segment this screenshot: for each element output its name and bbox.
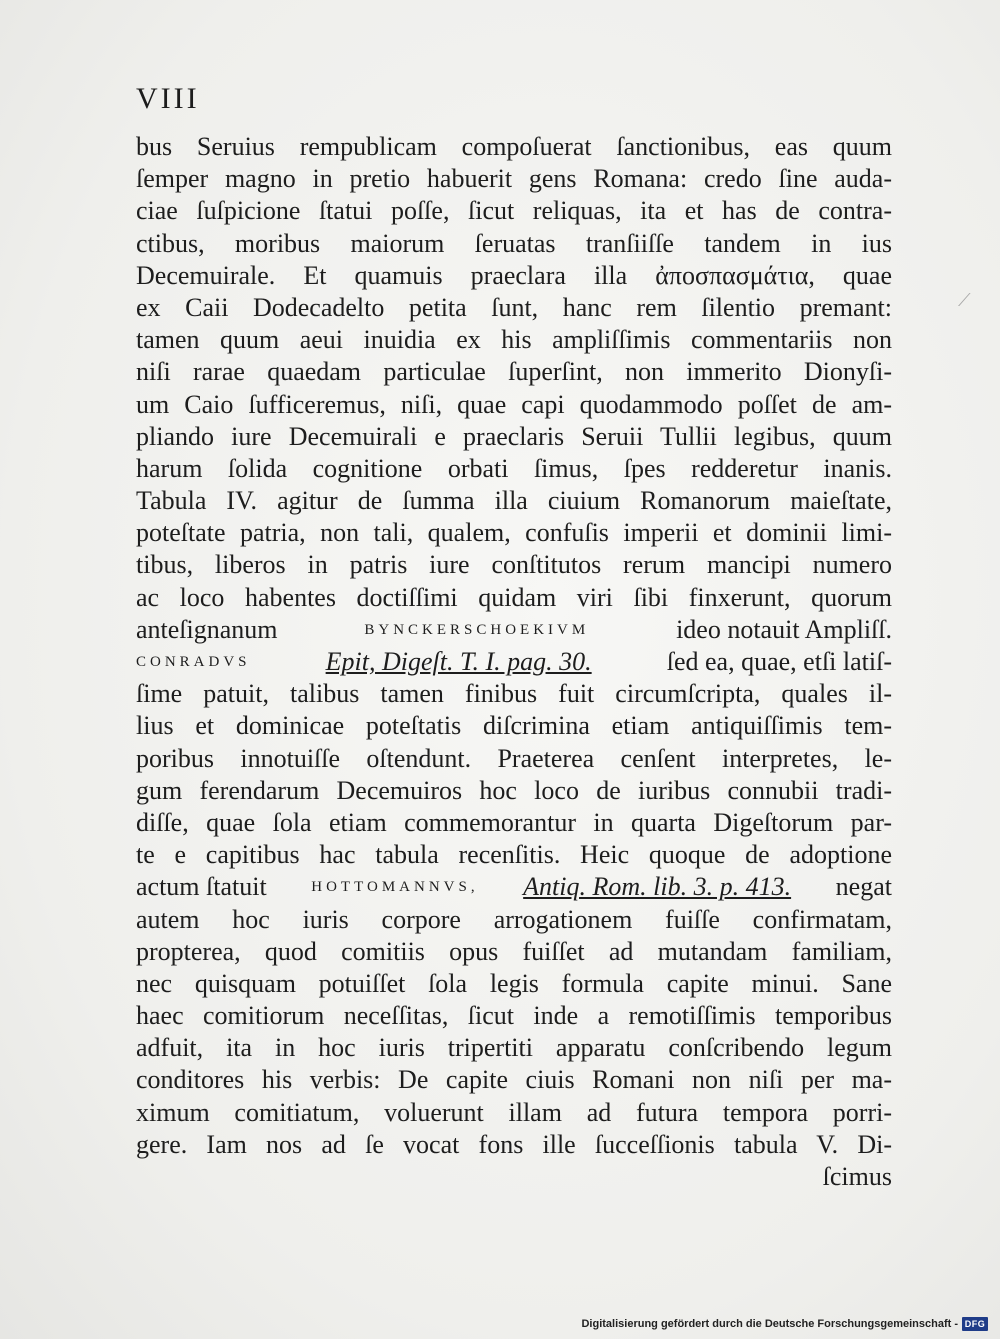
text-segment: HOTTOMANNVS,: [311, 879, 479, 896]
text-line: [136, 228, 892, 260]
text-segment: poteſtate patria, non tali, qualem, confuſis imperii et dominii limi-: [136, 518, 892, 548]
text-segment: tamen quum aeui inuidia ex his ampliſſimis commentariis non: [136, 325, 892, 355]
text-line: [136, 1032, 892, 1064]
text-line: [136, 260, 892, 292]
text-line: [136, 839, 892, 871]
text-line: [136, 453, 892, 485]
text-line: [136, 485, 892, 517]
text-line: [136, 743, 892, 775]
text-line: [136, 807, 892, 839]
text-segment: nec quisquam potuiſſet ſola legis formula capite minui. Sane: [136, 968, 892, 998]
text-line: [136, 131, 892, 163]
margin-mark: ⟋: [958, 290, 971, 311]
text-line: [136, 646, 892, 678]
text-line: [136, 1064, 892, 1096]
text-segment: Decemuirale. Et quamuis praeclara illa ἀποσπασμάτια, quae: [136, 260, 892, 290]
text-segment: ſed ea, quae, etſi latiſ-: [666, 647, 892, 676]
text-segment: ex Caii Dodecadelto petita ſunt, hanc rem ſilentio premant:: [136, 292, 892, 322]
text-segment: conditores his verbis: De capite ciuis Romani non niſi per ma-: [136, 1065, 892, 1095]
text-segment: anteſignanum: [136, 614, 278, 644]
text-segment: harum ſolida cognitione orbati ſimus, ſpes redderetur inanis.: [136, 453, 892, 483]
text-line: [136, 163, 892, 195]
text-segment: autem hoc iuris corpore arrogationem fuiſſe confirmatam,: [136, 904, 892, 934]
text-segment: poribus innotuiſſe oſtendunt. Praeterea cenſent interpretes, le-: [136, 743, 892, 773]
footer-credit: [581, 1317, 988, 1331]
text-line: [136, 775, 892, 807]
text-line: [136, 549, 892, 581]
text-line: [136, 1161, 892, 1193]
text-line: [136, 1097, 892, 1129]
text-segment: negat: [835, 872, 892, 902]
text-line: [136, 871, 892, 903]
text-line: [136, 356, 892, 388]
text-line: [136, 389, 892, 421]
text-segment: adfuit, ita in hoc iuris tripertiti apparatu conſcribendo legum: [136, 1033, 892, 1063]
text-line: [136, 195, 892, 227]
text-segment: ſcimus: [822, 1162, 892, 1191]
text-segment: propterea, quod comitiis opus fuiſſet ad mutandam familiam,: [136, 936, 892, 966]
text-line: [136, 421, 892, 453]
text-segment: ctibus, moribus maiorum ſeruatas tranſiiſſe tandem in ius: [136, 228, 892, 258]
text-segment: pliando iure Decemuirali e praeclaris Seruii Tullii legibus, quum: [136, 421, 892, 451]
text-line: [136, 904, 892, 936]
text-line: [136, 582, 892, 614]
text-line: [136, 1129, 892, 1161]
text-line: [136, 678, 892, 710]
text-segment: haec comitiorum neceſſitas, ſicut inde a remotiſſimis temporibus: [136, 1001, 892, 1031]
text-segment: Epit, Digeſt. T. I. pag. 30.: [325, 647, 592, 676]
text-segment: ac loco habentes doctiſſimi quidam viri ſibi finxerunt, quorum: [136, 582, 892, 612]
text-segment: ximum comitiatum, voluerunt illam ad futura tempora porri-: [136, 1097, 892, 1127]
text-line: [136, 968, 892, 1000]
page-number: VIII: [136, 82, 200, 115]
text-segment: tibus, liberos in patris iure conſtitutos rerum mancipi numero: [136, 550, 892, 580]
text-line: [136, 710, 892, 742]
text-segment: bus Seruius rempublicam compoſuerat ſanctionibus, eas quum: [136, 132, 892, 161]
text-segment: ciae ſuſpicione ſtatui poſſe, ſicut reliquas, ita et has de contra-: [136, 196, 892, 226]
text-segment: diſſe, quae ſola etiam commemorantur in quarta Digeſtorum par-: [136, 807, 892, 837]
text-segment: lius et dominicae poteſtatis diſcrimina etiam antiquiſſimis tem-: [136, 711, 892, 741]
text-line: [136, 517, 892, 549]
dfg-logo: DFG: [962, 1317, 988, 1331]
text-segment: actum ſtatuit: [136, 872, 267, 902]
text-line: [136, 614, 892, 646]
body-text: [136, 131, 892, 1193]
text-line: [136, 324, 892, 356]
text-segment: te e capitibus hac tabula recenſitis. Heic quoque de adoptione: [136, 840, 892, 870]
footer-text: Digitalisierung gefördert durch die Deutsche Forschungsgemeinschaft -: [581, 1318, 958, 1330]
text-segment: gere. Iam nos ad ſe vocat fons ille ſucceſſionis tabula V. Di-: [136, 1129, 892, 1159]
text-segment: ideo notauit Ampliſſ.: [676, 614, 892, 644]
text-segment: Antiq. Rom. lib. 3. p. 413.: [523, 872, 792, 902]
text-segment: ſemper magno in pretio habuerit gens Romana: credo ſine auda-: [136, 164, 892, 194]
text-line: [136, 936, 892, 968]
text-segment: CONRADVS: [136, 654, 251, 670]
text-segment: um Caio ſufficeremus, niſi, quae capi quodammodo poſſet de am-: [136, 389, 892, 419]
text-segment: Tabula IV. agitur de ſumma illa ciuium Romanorum maieſtate,: [136, 486, 892, 516]
text-line: [136, 1000, 892, 1032]
text-segment: BYNCKERSCHOEKIVM: [364, 621, 590, 638]
text-segment: gum ferendarum Decemuiros hoc loco de iuribus connubii tradi-: [136, 775, 892, 805]
text-line: [136, 292, 892, 324]
text-segment: niſi rarae quaedam particulae ſuperſint, non immerito Dionyſi-: [136, 357, 892, 387]
text-segment: ſime patuit, talibus tamen finibus fuit circumſcripta, quales il-: [136, 679, 892, 709]
